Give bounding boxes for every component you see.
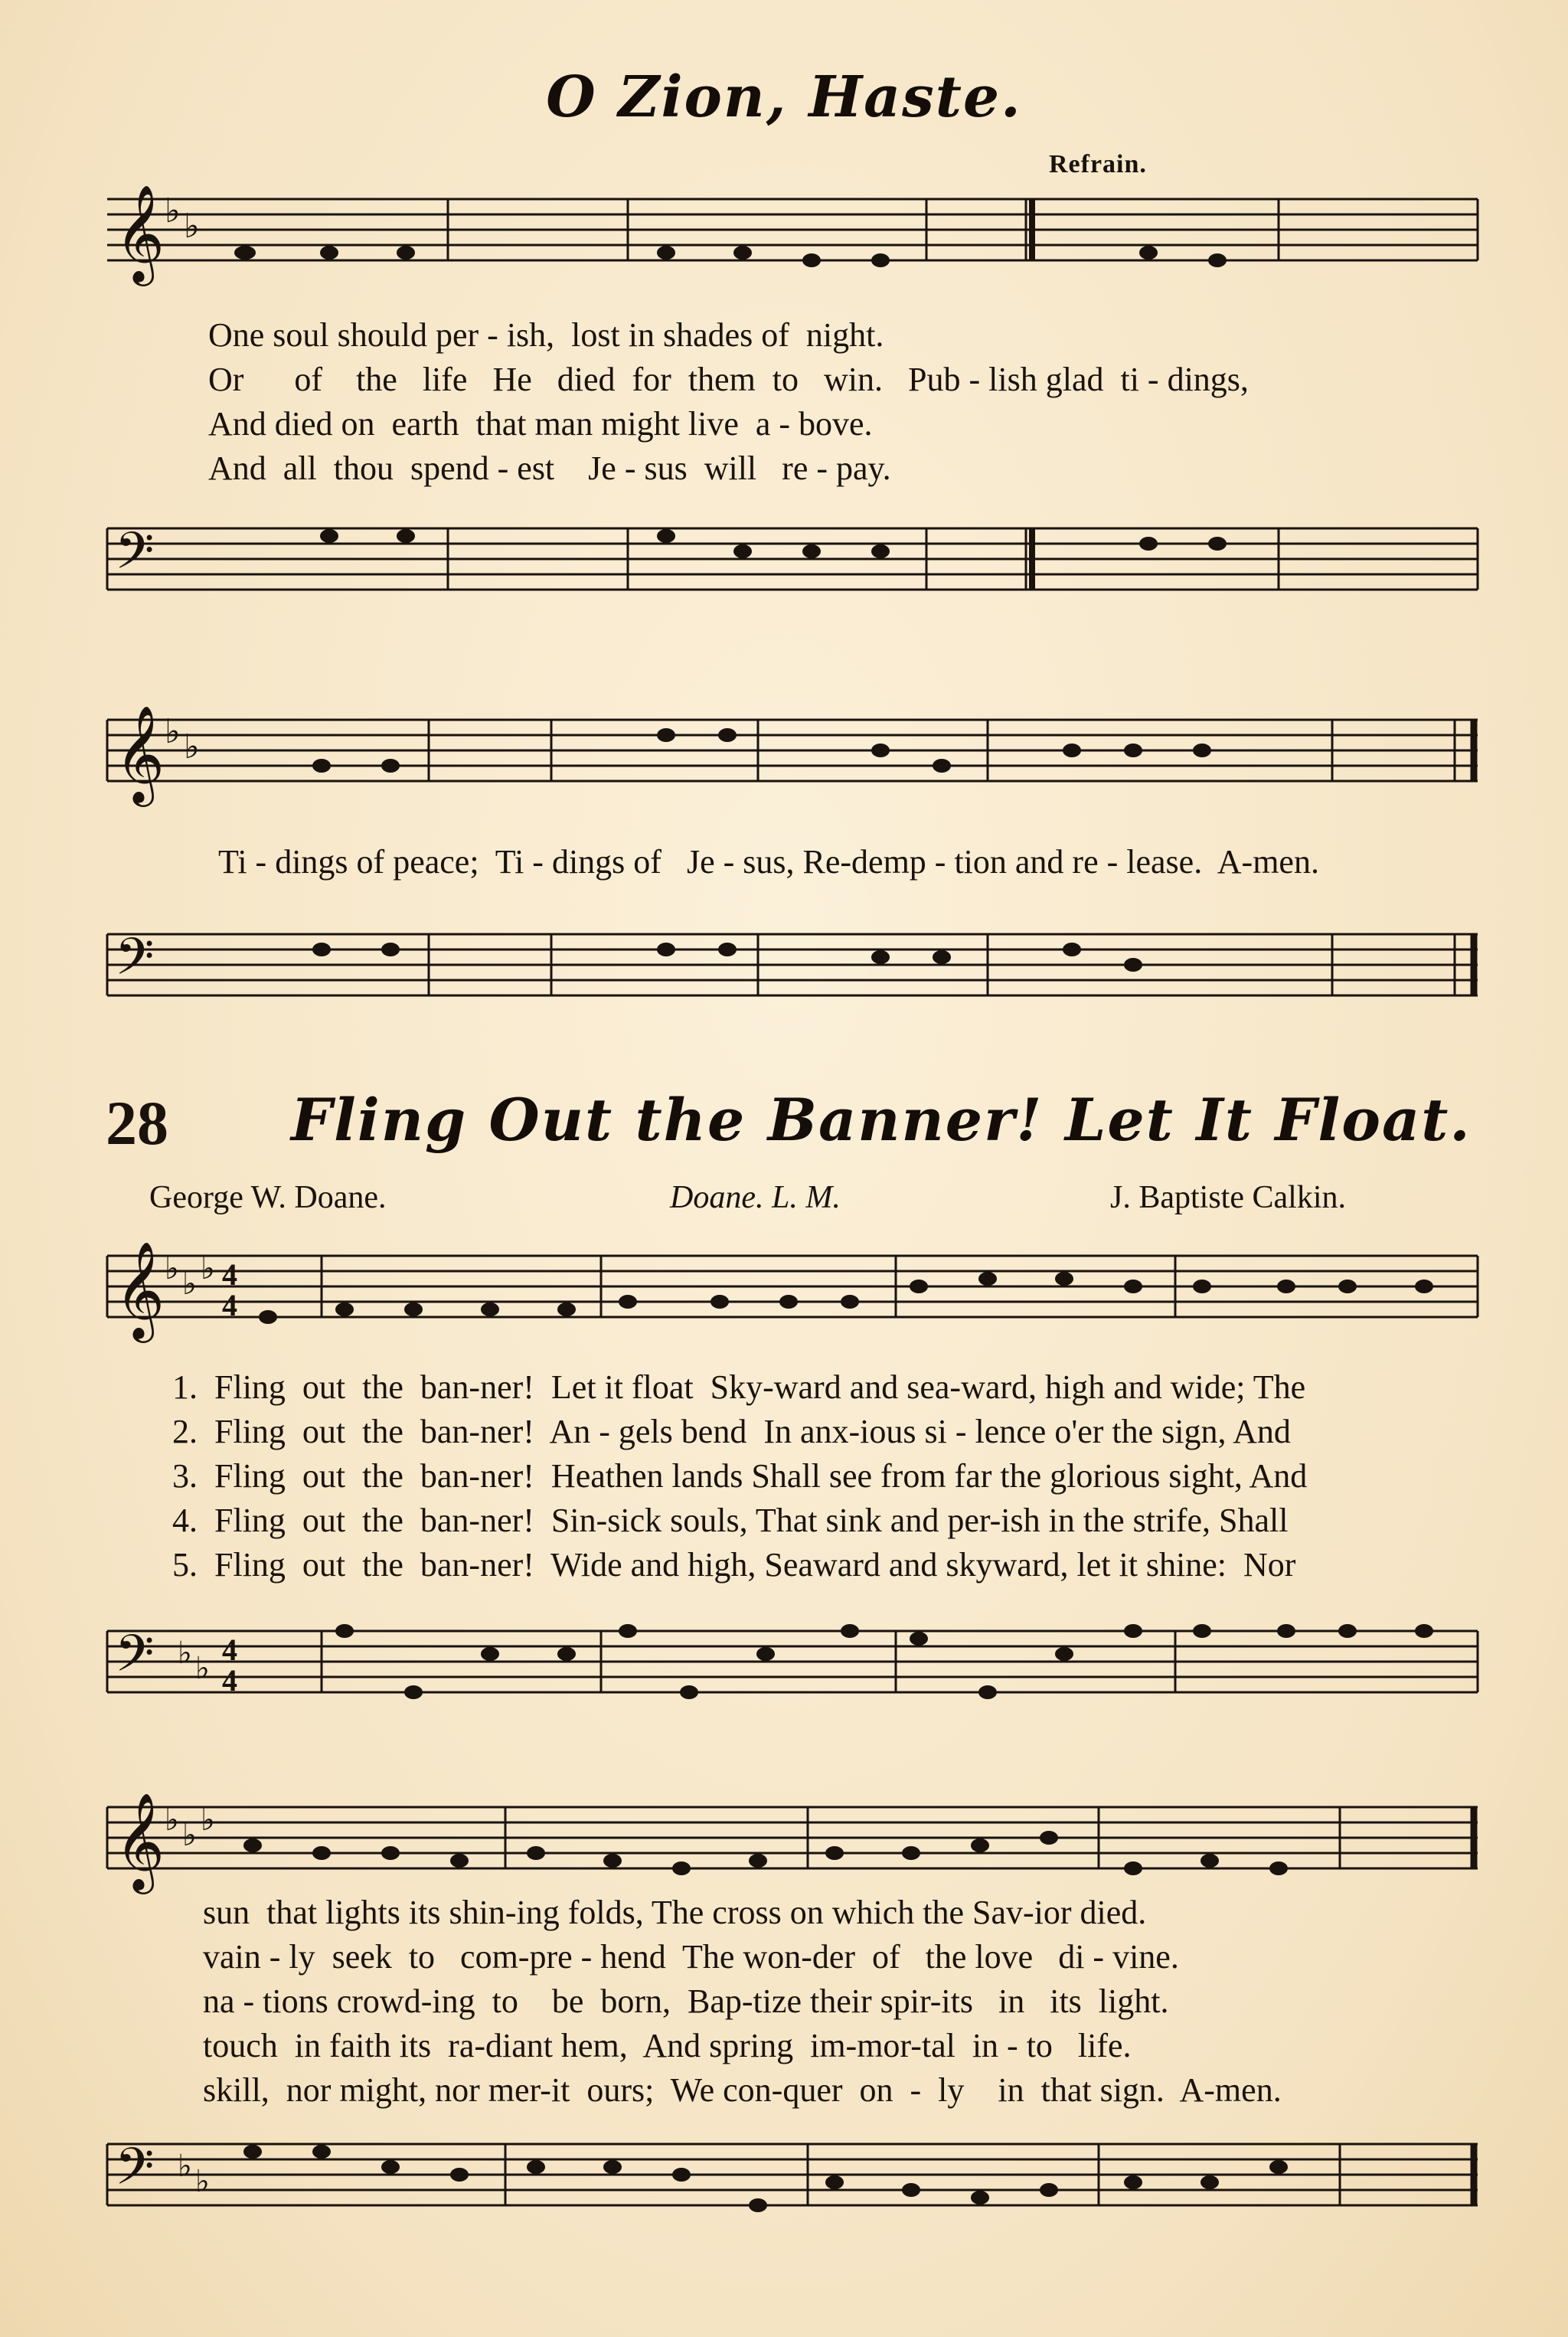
svg-text:𝄞: 𝄞 xyxy=(115,1240,165,1338)
svg-text:♭: ♭ xyxy=(178,1636,192,1671)
svg-text:𝄢: 𝄢 xyxy=(115,927,155,999)
treble-staff xyxy=(0,1240,1568,1348)
hymn-title: Fling Out the Banner! Let It Float. xyxy=(291,1086,1472,1154)
hymn2-verse-1-line: 1. Fling out the ban-ner! Let it float Sky-ward and sea-ward, high and wide; The xyxy=(172,1368,1306,1406)
hymn2-verse-2-end: vain - ly seek to com-pre - hend The won-der of the love di - vine. xyxy=(203,1938,1179,1976)
svg-text:♭: ♭ xyxy=(178,2149,192,2184)
svg-text:♭: ♭ xyxy=(182,1818,197,1853)
hymn2-verse-4-end: touch in faith its ra-diant hem, And spring im-mor-tal in - to life. xyxy=(203,2027,1132,2064)
hymn2-verse-5-line: 5. Fling out the ban-ner! Wide and high, Seaward and skyward, let it shine: Nor xyxy=(172,1546,1296,1584)
bass-staff xyxy=(0,2129,1568,2236)
author-credit: George W. Doane. xyxy=(149,1180,387,1215)
treble-staff xyxy=(0,704,1568,812)
hymn1-refrain-line: Ti - dings of peace; Ti - dings of Je - sus, Re-demp - tion and re - lease. A-men. xyxy=(218,843,1319,881)
refrain-label: Refrain. xyxy=(1049,150,1147,178)
svg-text:♭: ♭ xyxy=(201,1251,215,1286)
svg-text:♭: ♭ xyxy=(184,207,200,246)
svg-text:4: 4 xyxy=(222,1663,237,1698)
svg-text:♭: ♭ xyxy=(195,2164,210,2199)
svg-text:4: 4 xyxy=(222,1257,237,1292)
hymn2-verse-3-end: na - tions crowd-ing to be born, Bap-tize their spir-its in its light. xyxy=(203,1982,1169,2020)
hymn1-verse-line-3: And died on earth that man might live a - bove. xyxy=(208,405,873,443)
svg-text:𝄞: 𝄞 xyxy=(115,704,165,802)
treble-staff xyxy=(0,1792,1568,1899)
treble-staff xyxy=(0,184,1568,322)
hymn2-verse-2-line: 2. Fling out the ban-ner! An - gels bend In anx-ious si - lence o'er the sign, And xyxy=(172,1413,1291,1450)
svg-text:♭: ♭ xyxy=(165,191,181,230)
bass-staff xyxy=(0,1616,1568,1715)
svg-text:♭: ♭ xyxy=(165,1803,179,1838)
svg-text:𝄢: 𝄢 xyxy=(115,521,155,593)
hymn2-verse-3-line: 3. Fling out the ban-ner! Heathen lands Shall see from far the glorious sight, And xyxy=(172,1457,1308,1495)
hymn1-verse-line-1: One soul should per - ish, lost in shades of night. xyxy=(208,316,884,354)
svg-text:𝄢: 𝄢 xyxy=(115,1624,155,1695)
bass-staff xyxy=(0,521,1568,613)
svg-text:4: 4 xyxy=(222,1288,237,1322)
svg-text:♭: ♭ xyxy=(182,1267,197,1302)
tune-credit: Doane. L. M. xyxy=(670,1180,841,1215)
hymn2-verse-4-line: 4. Fling out the ban-ner! Sin-sick souls, That sink and per-ish in the strife, Shall xyxy=(172,1502,1289,1539)
bass-staff xyxy=(0,927,1568,1018)
svg-text:♭: ♭ xyxy=(165,712,181,751)
svg-text:𝄞: 𝄞 xyxy=(115,184,165,282)
hymn2-verse-5-end: skill, nor might, nor mer-it ours; We con-quer on - ly in that sign. A-men. xyxy=(203,2071,1282,2109)
svg-text:♭: ♭ xyxy=(184,727,200,766)
hymn-number: 28 xyxy=(106,1088,168,1158)
svg-text:4: 4 xyxy=(222,1633,237,1667)
svg-text:♭: ♭ xyxy=(201,1803,215,1838)
hymn1-verse-line-4: And all thou spend - est Je - sus will re - pay. xyxy=(208,449,891,487)
svg-text:♭: ♭ xyxy=(195,1651,210,1686)
hymn-title: O Zion, Haste. xyxy=(546,64,1022,130)
svg-text:𝄢: 𝄢 xyxy=(115,2137,155,2208)
svg-text:♭: ♭ xyxy=(165,1251,179,1286)
hymn2-verse-1-end: sun that lights its shin-ing folds, The cross on which the Sav-ior died. xyxy=(203,1894,1147,1931)
svg-text:𝄞: 𝄞 xyxy=(115,1792,165,1890)
hymn1-verse-line-2: Or of the life He died for them to win. Pub - lish glad ti - dings, xyxy=(208,361,1249,398)
composer-credit: J. Baptiste Calkin. xyxy=(1110,1180,1346,1215)
